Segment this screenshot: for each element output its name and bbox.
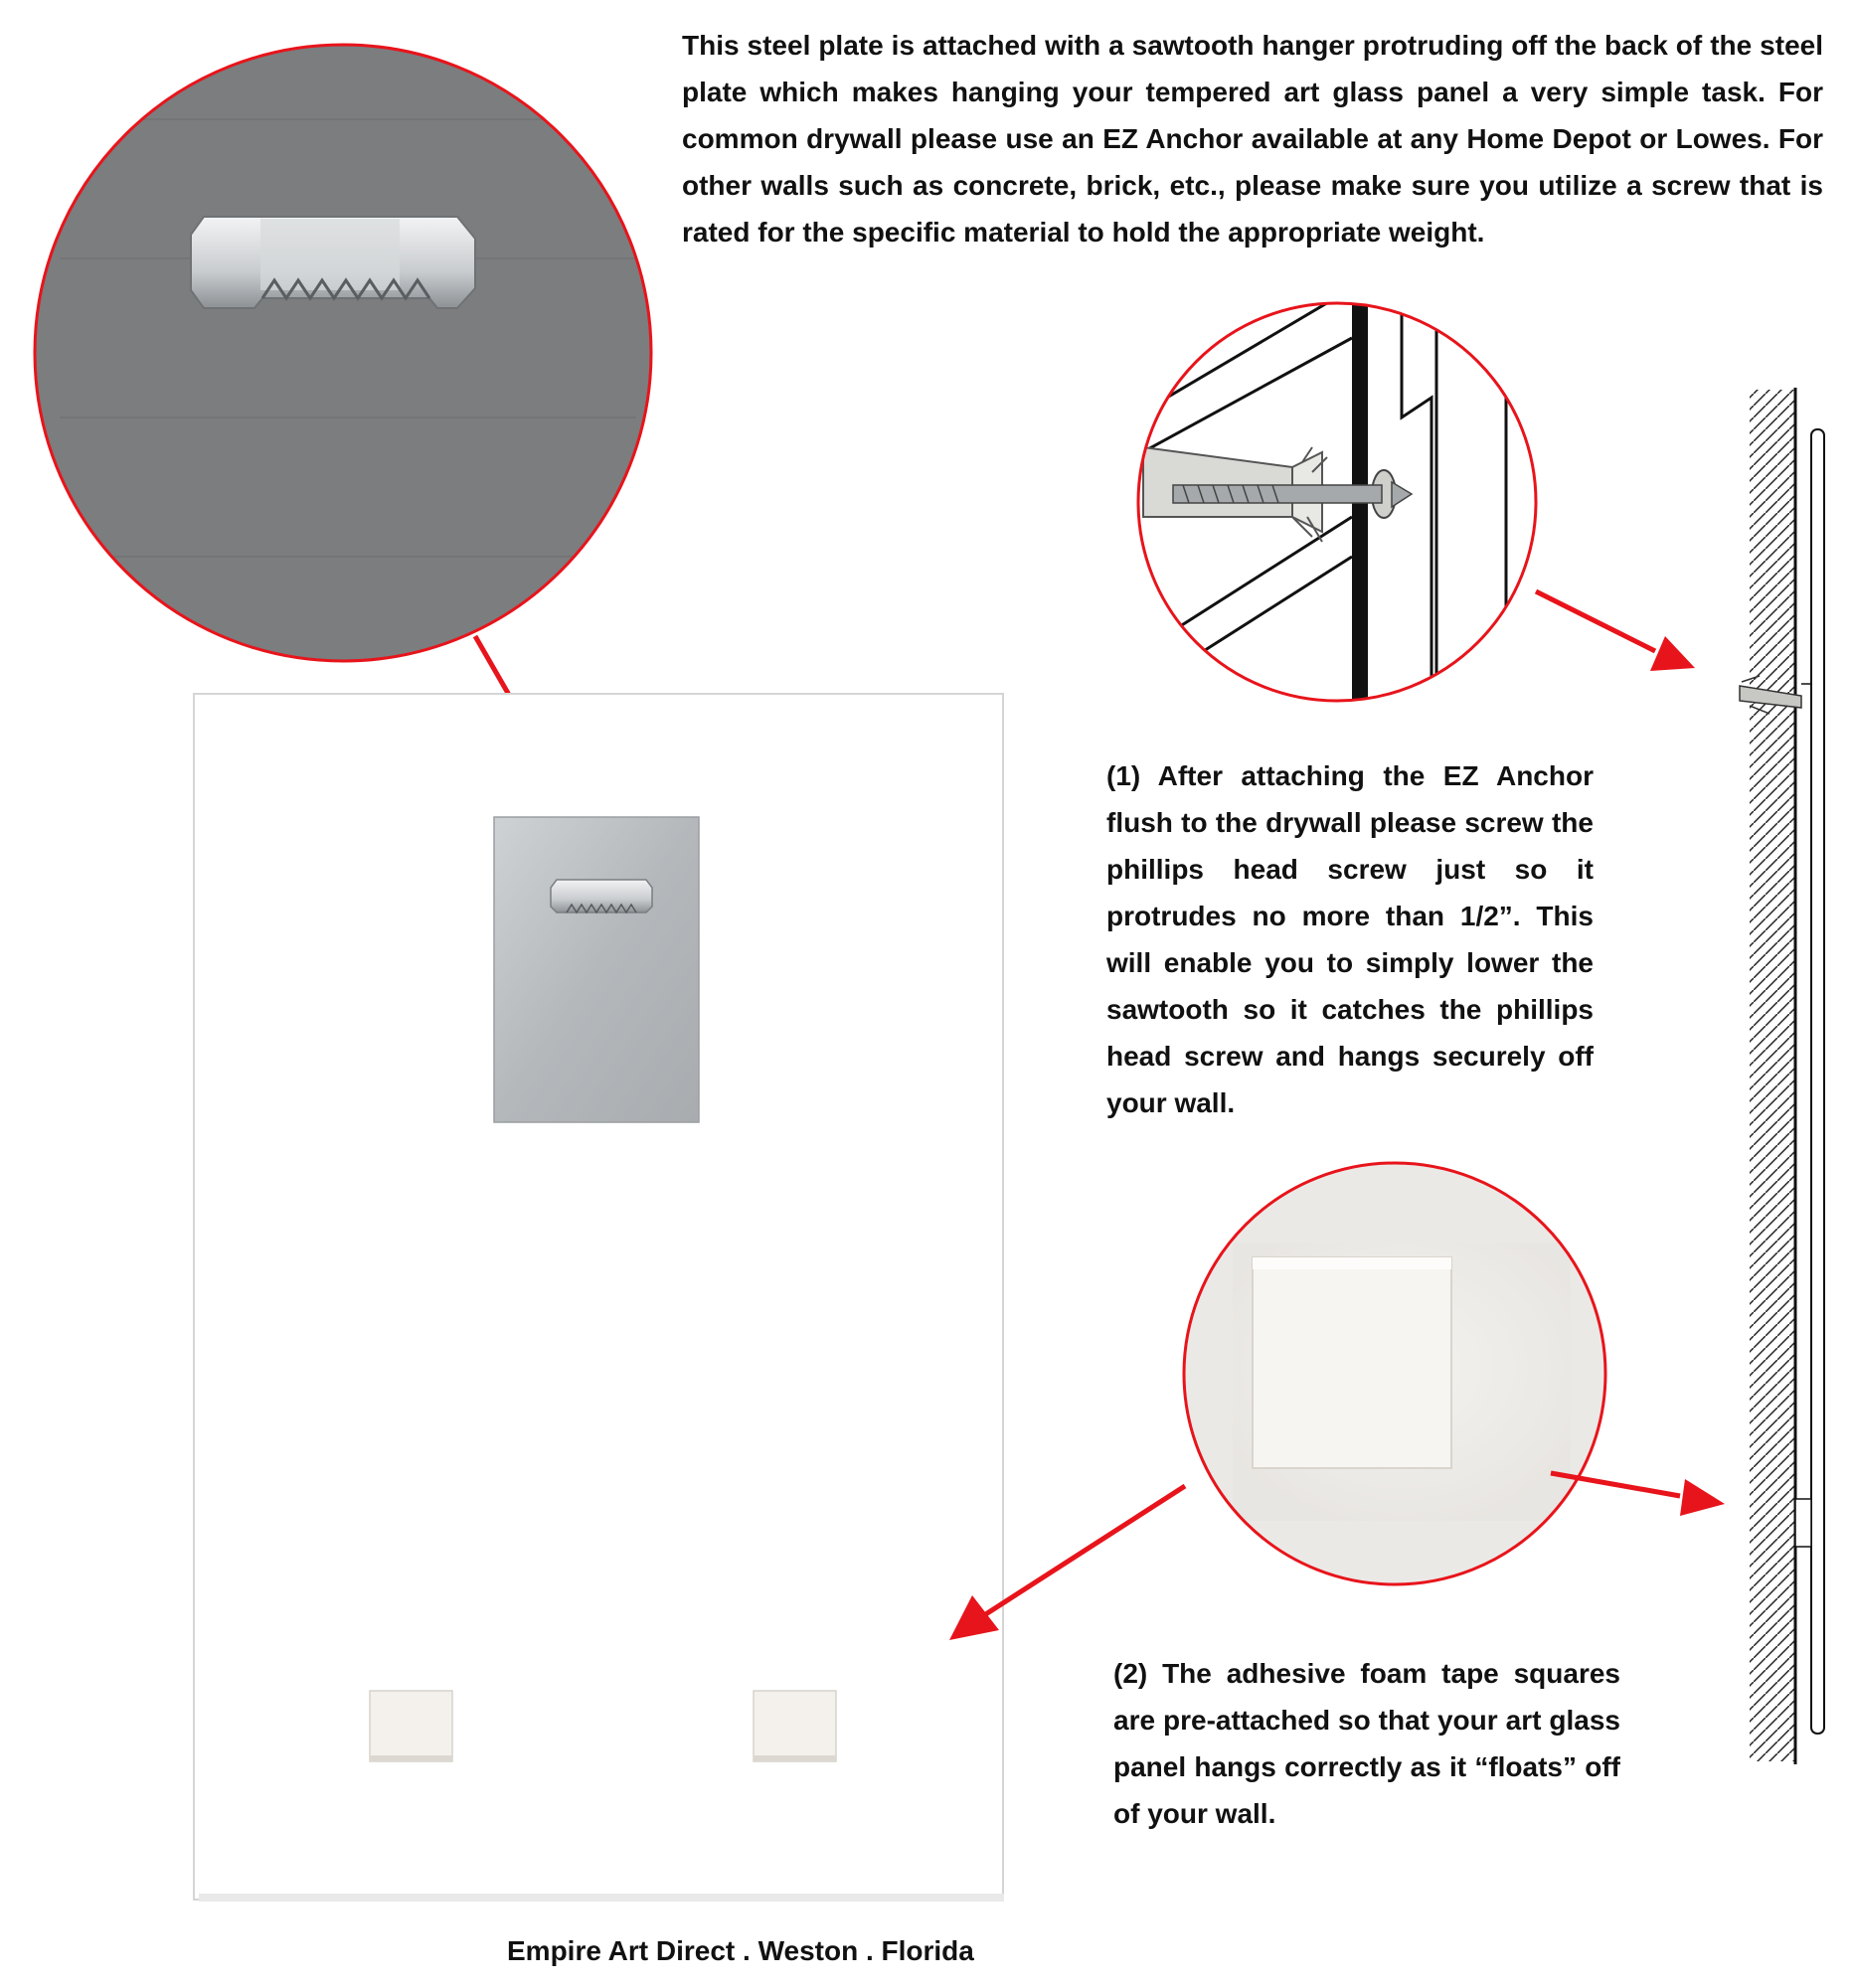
phillips-screw-icon <box>1173 482 1412 507</box>
glass-panel-back <box>194 694 1004 1902</box>
foam-square-right <box>754 1691 836 1761</box>
foam-zoom-circle <box>1184 1163 1605 1584</box>
wall-foam-spacer <box>1795 1499 1811 1547</box>
wall-side-profile <box>1740 388 1824 1764</box>
plate-sawtooth-hanger-icon <box>551 880 652 912</box>
callout-arrow-anchor <box>1536 591 1695 671</box>
step1-text: (1) After attaching the EZ Anchor flush to the drywall please screw the phillips head screw just so it protrudes no more than 1/2”. This will enable you to simply lower the sawtooth so it catches the phillips head screw and hangs securely off your wall. <box>1106 760 1594 1118</box>
foam-square-closeup <box>1253 1257 1451 1468</box>
step2-text: (2) The adhesive foam tape squares are pre-attached so that your art glass panel hangs correctly as it “floats” off of your wall. <box>1113 1658 1620 1829</box>
sawtooth-hanger-icon <box>191 217 475 308</box>
ez-anchor-zoom-circle <box>1133 288 1536 736</box>
steel-plate <box>494 817 699 1122</box>
foam-square-left <box>370 1691 452 1761</box>
sawtooth-zoom-circle <box>30 40 656 666</box>
callout-arrow-foam-wall <box>1551 1473 1725 1516</box>
footer-credit: Empire Art Direct . Weston . Florida <box>507 1935 974 1966</box>
intro-text: This steel plate is attached with a sawtooth hanger protruding off the back of the steel plate which makes hanging your tempered art glass panel a very simple task. For common drywall please use an EZ Anchor available at any Home Depot or Lowes. For other walls such as concrete, brick, etc., please make sure you utilize a screw that is rated for the specific material to hold the appropriate weight. <box>682 30 1823 248</box>
